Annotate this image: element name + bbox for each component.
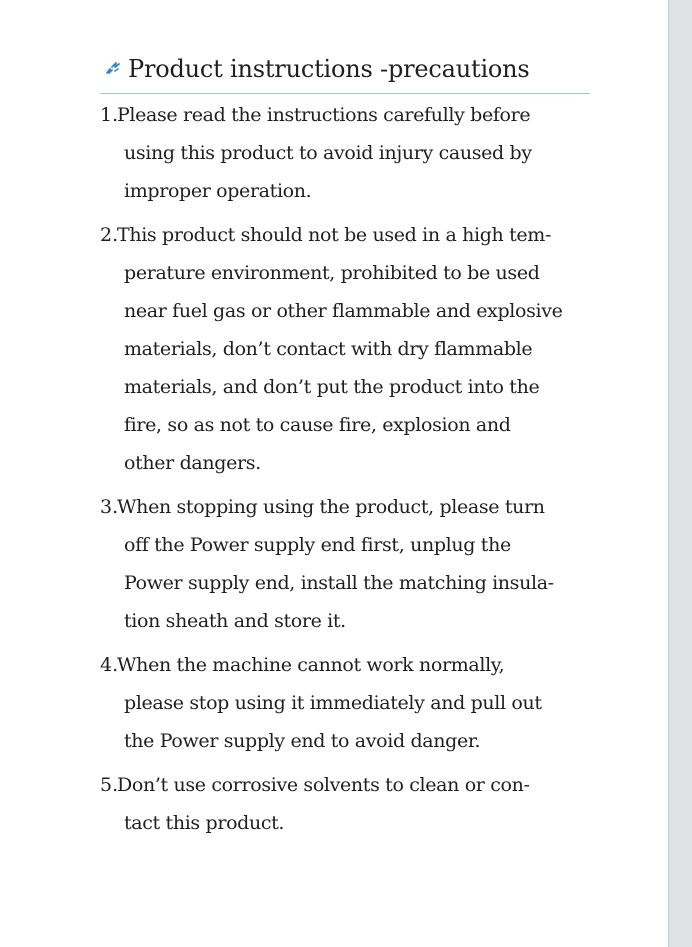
list-item (100, 488, 595, 640)
item-number: 4. (100, 654, 119, 676)
item-line: tion sheath and store it. (124, 610, 346, 632)
item-number: 2. (100, 224, 119, 246)
list-item (100, 766, 595, 842)
item-line: Power supply end, install the matching insula- (124, 572, 554, 594)
item-number: 3. (100, 496, 119, 518)
item-line: Please read the instructions carefully before (117, 104, 531, 126)
item-number: 5. (100, 774, 119, 796)
item-line: Don’t use corrosive solvents to clean or con- (117, 774, 530, 796)
item-line: materials, don’t contact with dry flammable (124, 338, 533, 360)
sparkle-icon (103, 58, 123, 80)
item-line: fire, so as not to cause fire, explosion and (124, 414, 511, 436)
item-line: tact this product. (124, 812, 285, 834)
item-text (117, 96, 595, 210)
precautions-list (100, 96, 595, 848)
item-text (117, 488, 595, 640)
page-title: Product instructions -precautions (128, 55, 530, 83)
list-item (100, 96, 595, 210)
item-line: This product should not be used in a high tem- (117, 224, 552, 246)
item-line: near fuel gas or other flammable and explosive (124, 300, 563, 322)
item-text (117, 766, 595, 842)
list-item (100, 646, 595, 760)
item-line: using this product to avoid injury caused by (124, 142, 532, 164)
item-text (117, 646, 595, 760)
list-item (100, 216, 595, 482)
scrollbar-track[interactable] (668, 0, 692, 947)
item-line: please stop using it immediately and pull out (124, 692, 542, 714)
item-line: When the machine cannot work normally, (117, 654, 505, 676)
item-line: other dangers. (124, 452, 261, 474)
item-line: off the Power supply end first, unplug the (124, 534, 511, 556)
item-text (117, 216, 595, 482)
item-line: materials, and don’t put the product into the (124, 376, 540, 398)
item-line: improper operation. (124, 180, 312, 202)
item-line: When stopping using the product, please turn (117, 496, 545, 518)
item-line: the Power supply end to avoid danger. (124, 730, 481, 752)
item-line: perature environment, prohibited to be used (124, 262, 540, 284)
section-heading (100, 50, 590, 94)
item-number: 1. (100, 104, 119, 126)
